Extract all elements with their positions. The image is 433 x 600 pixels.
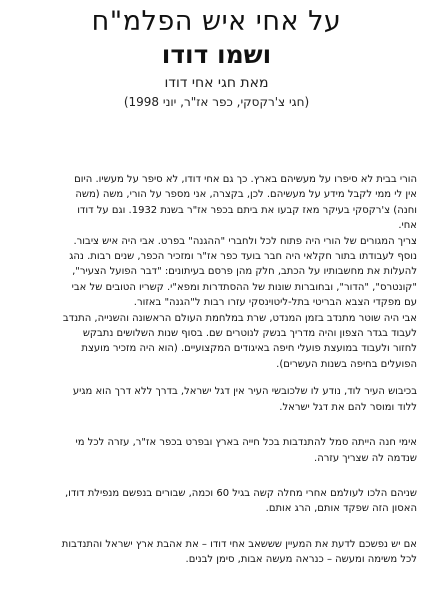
text-line: "קונטרס", "הדור", ובחוברות שונות של ההסתדרות ומפא"י. קשריו הטובים של אבי xyxy=(71,281,417,293)
paragraph-father xyxy=(16,234,417,373)
text-line: שנדמה לה שצריך עזרה. xyxy=(314,452,417,464)
text-line: אבי היה שוטר מתנדב בזמן המנדט, שרת במלחמת העולם הראשונה והשנייה, התנדב xyxy=(62,312,417,324)
text-line: הורי בבית לא סיפרו על מעשיהם בארץ. כך גם אחי דודו, לא סיפר על מעשיו. היום xyxy=(74,174,417,185)
text-line: לעבוד בגדר הצפון והיה מדריך בנשק לנוטרים שם. בסוף שנות השלושים נתבקש xyxy=(82,328,417,340)
author-note: (חגי צ'רקסקי, כפר אז"ר, יוני 1998) xyxy=(123,95,310,109)
text-line: וחנה) צ'רקסקי בעיקר מאז קבעו את ביתם בכפר אז"ר בשנת 1932. וגם על דודו xyxy=(77,204,417,216)
document-title: על אחי איש הפלמ"ח xyxy=(91,6,342,37)
text-line: ללוד ומוסר להם את דגל ישראל. xyxy=(279,401,417,413)
text-line: הפועלים בחיפה בשנות העשרים). xyxy=(276,358,417,370)
text-line: בכיבוש העיר לוד, נודע לו שלכובשי העיר אין דגל ישראל, בדרך ללא דרך הוא מגיע xyxy=(72,386,417,398)
paragraph-gap xyxy=(16,415,417,435)
paragraph-loss xyxy=(16,486,417,517)
text-line: להעלות את מחשבותיו על הכתב, חלק מהן פרסם בעיתונים: "דבר הפועל הצעיר", xyxy=(72,266,417,278)
text-line: שניהם הלכו לעולמם אחרי מחלה קשה בגיל 60 וכמה, שבורים בנפשם מנפילת דודו, xyxy=(64,487,417,499)
document-body xyxy=(16,172,417,568)
text-line: לכל משימה ומעשה – כנראה מעשה אבות, סימן לבנים. xyxy=(185,554,417,566)
text-line: אם יש נפשכם לדעת את המעיין שששאב אחי דודו – את אהבת ארץ ישראל והתנדבות xyxy=(61,538,417,550)
author-byline: מאת חגי אחי דודו xyxy=(164,75,269,91)
text-line: אין לי ממי לקבל מידע על מעשיהם. לכן, בקצרה, אני מספר על הורי, משה (משה xyxy=(75,189,417,201)
paragraph-gap xyxy=(16,466,417,486)
text-line: האסון הזה שפקד אותם, הרג אותם. xyxy=(265,503,417,515)
text-line: אימי חנה הייתה סמל להתנדבות בכל חייה בארץ ובפרט בכפר אז"ר, עזרה לכל מי xyxy=(75,437,417,449)
text-line: אחי. xyxy=(398,220,417,232)
text-line: לחזור ולעבוד במועצת פועלי חיפה באיגודים המקצועיים. (הוא היה מזכיר מועצת xyxy=(81,343,417,355)
text-line: עם מפקדי הצבא הבריטי בתל-ליטוינסקי עזרו רבות ל"הגנה" באזור. xyxy=(133,297,417,309)
text-line: נוסף לעבודתו בתור חקלאי היה חבר בועד כפר אז"ר ומזכיר הכפר, שנים רבות. נהג xyxy=(69,251,417,263)
paragraph-parents-intro xyxy=(16,172,417,234)
paragraph-lod xyxy=(16,384,417,415)
paragraph-gap xyxy=(16,372,417,384)
paragraph-closing xyxy=(16,537,417,568)
paragraph-gap xyxy=(16,517,417,537)
paragraph-mother xyxy=(16,435,417,466)
document-subtitle: ושמו דודו xyxy=(161,40,272,69)
text-line: צריך המגורים של הורי היה פתוח לכל ולחברי "ההגנה" בפרט. אבי היה איש ציבור. xyxy=(73,235,417,247)
